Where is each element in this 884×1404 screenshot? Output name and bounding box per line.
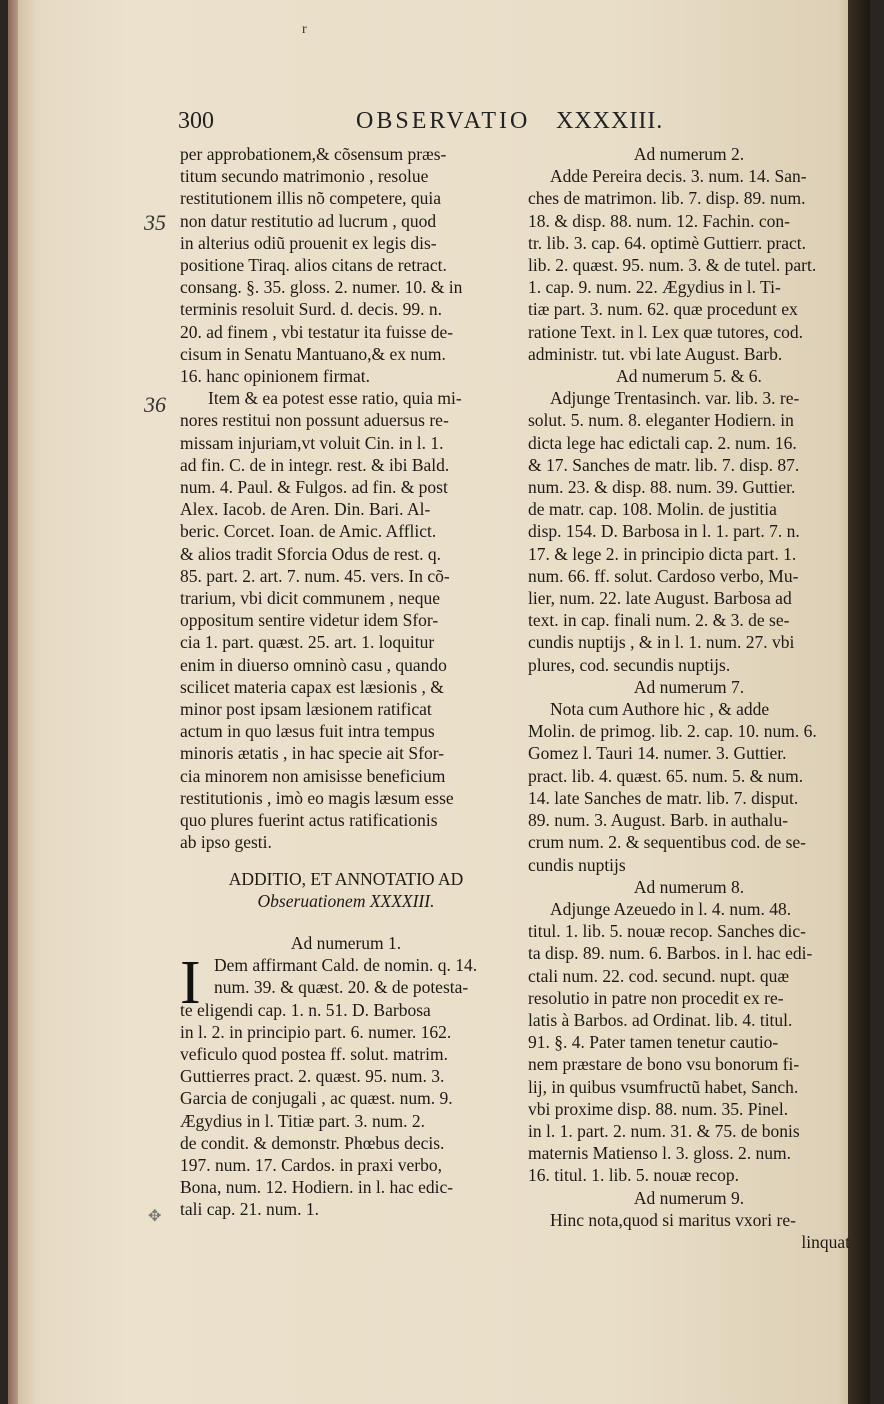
text-line: trarium, vbi dicit communem , neque xyxy=(180,588,441,609)
text-line: minor post ipsam læsionem ratificat xyxy=(180,699,432,720)
text-line: restitutionem illis nõ competere, quia xyxy=(180,188,441,209)
text-line: nores restitui non possunt aduersus re- xyxy=(180,410,449,431)
subheading: Ad numerum 2. xyxy=(633,144,745,164)
text-line: text. in cap. finali num. 2. & 3. de se- xyxy=(528,610,790,631)
addition-heading xyxy=(180,868,512,912)
subheading: Ad numerum 1. xyxy=(290,933,402,953)
text-line: minoris ætatis , in hac specie ait Sfor- xyxy=(180,743,445,764)
text-line: lij, in quibus vsumfructũ habet, Sanch. xyxy=(528,1076,799,1097)
subheading: Ad numerum 7. xyxy=(633,676,745,697)
text-line: num. 66. ff. solut. Cardoso verbo, Mu- xyxy=(528,565,799,586)
text-line: disp. 154. D. Barbosa in l. 1. part. 7. n. xyxy=(528,521,800,542)
text-line: in l. 1. part. 2. num. 31. & 75. de bonis xyxy=(528,1120,800,1141)
text-line: 89. num. 3. August. Barb. in authalu- xyxy=(528,810,789,831)
text-line: de matr. cap. 108. Molin. de justitia xyxy=(528,499,777,520)
text-line: tr. lib. 3. cap. 64. optimè Guttierr. pract. xyxy=(528,232,806,253)
text-line: num. 39. & quæst. 20. & de potesta- xyxy=(214,977,469,998)
text-line: te eligendi cap. 1. n. 51. D. Barbosa xyxy=(180,999,431,1020)
text-line: actum in quo læsus fuit intra tempus xyxy=(180,721,435,742)
text-line: in alterius odiũ prouenit ex legis dis- xyxy=(180,232,437,253)
text-line: ab ipso gesti. xyxy=(180,832,272,853)
text-line: Ægydius in l. Titiæ part. 3. num. 2. xyxy=(180,1110,426,1131)
text-line: ad fin. C. de in integr. rest. & ibi Bald. xyxy=(180,454,450,475)
text-line: lier, num. 22. late August. Barbosa ad xyxy=(528,588,792,609)
text-line: administr. tut. vbi late August. Barb. xyxy=(528,343,783,364)
text-line: 91. §. 4. Pater tamen tenetur cautio- xyxy=(528,1032,779,1053)
text-line: 16. hanc opinionem firmat. xyxy=(180,366,371,387)
text-line: Adde Pereira decis. 3. num. 14. San- xyxy=(550,166,807,187)
text-line: 1. cap. 9. num. 22. Ægydius in l. Ti- xyxy=(528,277,781,298)
text-line: pract. lib. 4. quæst. 65. num. 5. & num. xyxy=(528,765,804,786)
text-line: ta disp. 89. num. 6. Barbos. in l. hac edi- xyxy=(528,943,813,964)
text-line: quo plures fuerint actus ratificationis xyxy=(180,810,438,831)
running-title: OBSERVATIO xyxy=(356,108,531,134)
addition-heading-line1: ADDITIO, ET ANNOTATIO AD xyxy=(228,869,464,889)
text-line: linquat xyxy=(801,1231,850,1252)
text-line: Nota cum Authore hic , & adde xyxy=(550,699,770,720)
right-column-text xyxy=(528,143,850,1253)
text-line: solut. 5. num. 8. eleganter Hodiern. in xyxy=(528,410,794,431)
text-line: cundis nuptijs xyxy=(528,854,626,875)
text-line: terminis resoluit Surd. d. decis. 99. n. xyxy=(180,299,442,320)
text-line: oppositum sentire videtur idem Sfor- xyxy=(180,610,439,631)
text-line: tali cap. 21. num. 1. xyxy=(180,1199,320,1220)
text-line: Item & ea potest esse ratio, quia mi- xyxy=(208,388,462,409)
page-number: 300 xyxy=(178,108,214,134)
subheading: Ad numerum 8. xyxy=(633,876,745,897)
text-line: scilicet materia capax est læsionis , & xyxy=(180,676,444,697)
text-line: Gomez l. Tauri 14. numer. 3. Guttier. xyxy=(528,743,787,764)
book-page xyxy=(8,0,870,1404)
text-line: Alex. Iacob. de Aren. Din. Bari. Al- xyxy=(180,499,431,520)
text-line: 85. part. 2. art. 7. num. 45. vers. In cõ- xyxy=(180,565,450,586)
text-line: enim in diuerso omninò casu , quando xyxy=(180,654,447,675)
observation-number: XXXXIII. xyxy=(556,108,664,134)
left-bottom-text xyxy=(180,932,512,1221)
text-line: per approbationem,& cõsensum præs- xyxy=(180,144,447,164)
text-line: titum secundo matrimonio , resolue xyxy=(180,166,429,187)
text-line: num. 4. Paul. & Fulgos. ad fin. & post xyxy=(180,477,448,498)
running-header xyxy=(178,108,848,138)
addition-heading-line2: Obseruationem XXXXIII. xyxy=(257,891,435,911)
text-line: restitutionis , imò eo magis læsum esse xyxy=(180,787,454,808)
text-line: Bona, num. 12. Hodiern. in l. hac edic- xyxy=(180,1177,454,1198)
text-line: 16. titul. 1. lib. 5. nouæ recop. xyxy=(528,1165,739,1186)
margin-number: 36 xyxy=(144,392,166,417)
text-line: cia minorem non amisisse beneficium xyxy=(180,765,446,786)
text-line: vbi proxime disp. 88. num. 35. Pinel. xyxy=(528,1098,789,1119)
page-gutter-edge xyxy=(8,0,18,1404)
text-line: Hinc nota,quod si maritus vxori re- xyxy=(550,1209,796,1230)
text-line: num. 23. & disp. 88. num. 39. Guttier. xyxy=(528,477,796,498)
text-line: dicta lege hac edictali cap. 2. num. 16. xyxy=(528,432,797,453)
text-line: Guttierres pract. 2. quæst. 95. num. 3. xyxy=(180,1066,445,1087)
margin-stamp: ✥ xyxy=(148,1208,162,1225)
text-line: titul. 1. lib. 5. nouæ recop. Sanches dic- xyxy=(528,921,807,942)
text-line: Molin. de primog. lib. 2. cap. 10. num. 6. xyxy=(528,721,817,742)
text-line: ches de matrimon. lib. 7. disp. 89. num. xyxy=(528,188,806,209)
text-line: Adjunge Trentasinch. var. lib. 3. re- xyxy=(550,388,800,409)
text-line: cisum in Senatu Mantuano,& ex num. xyxy=(180,343,446,364)
text-line: crum num. 2. & sequentibus cod. de se- xyxy=(528,832,807,853)
text-line: 20. ad finem , vbi testatur ita fuisse de- xyxy=(180,321,454,342)
text-line: & alios tradit Sforcia Odus de rest. q. xyxy=(180,543,441,564)
text-line: plures, cod. secundis nuptijs. xyxy=(528,654,731,675)
text-line: Dem affirmant Cald. de nomin. q. 14. xyxy=(214,955,478,976)
drop-cap: I xyxy=(180,949,201,1017)
text-line: consang. §. 35. gloss. 2. numer. 10. & in xyxy=(180,277,463,298)
text-line: non datur restitutio ad lucrum , quod xyxy=(180,210,437,231)
text-line: cundis nuptijs , & in l. 1. num. 27. vbi xyxy=(528,632,795,653)
subheading: Ad numerum 9. xyxy=(633,1187,745,1208)
margin-number: 35 xyxy=(144,210,166,235)
text-line: 14. late Sanches de matr. lib. 7. disput. xyxy=(528,787,799,808)
text-line: veficulo quod postea ff. solut. matrim. xyxy=(180,1044,448,1065)
text-line: maternis Matienso l. 3. gloss. 2. num. xyxy=(528,1143,791,1164)
text-line: cia 1. part. quæst. 25. art. 1. loquitur xyxy=(180,632,435,653)
text-line: 197. num. 17. Cardos. in praxi verbo, xyxy=(180,1155,442,1176)
text-line: tiæ part. 3. num. 62. quæ procedunt ex xyxy=(528,299,798,320)
subheading: Ad numerum 5. & 6. xyxy=(616,366,762,387)
text-line: in l. 2. in principio part. 6. numer. 162. xyxy=(180,1021,452,1042)
text-line: nem præstare de bono vsu bonorum fi- xyxy=(528,1054,800,1075)
text-line: Garcia de conjugali , ac quæst. num. 9. xyxy=(180,1088,453,1109)
text-line: de condit. & demonstr. Phœbus decis. xyxy=(180,1132,445,1153)
text-line: 18. & disp. 88. num. 12. Fachin. con- xyxy=(528,210,790,231)
left-column-text xyxy=(180,143,512,854)
top-mark: r xyxy=(302,22,307,37)
text-line: positione Tiraq. alios citans de retract. xyxy=(180,255,447,276)
text-line: resolutio in patre non procedit ex re- xyxy=(528,987,784,1008)
text-line: lib. 2. quæst. 95. num. 3. & de tutel. part. xyxy=(528,255,817,276)
text-line: & 17. Sanches de matr. lib. 7. disp. 87. xyxy=(528,454,800,475)
text-line: missam injuriam,vt voluit Cin. in l. 1. xyxy=(180,432,444,453)
text-line: latis à Barbos. ad Ordinat. lib. 4. titul. xyxy=(528,1009,793,1030)
text-line: beric. Corcet. Ioan. de Amic. Afflict. xyxy=(180,521,437,542)
text-line: ratione Text. in l. Lex quæ tutores, cod. xyxy=(528,321,803,342)
book-fore-edge xyxy=(848,0,870,1404)
text-line: Adjunge Azeuedo in l. 4. num. 48. xyxy=(550,898,792,919)
text-line: 17. & lege 2. in principio dicta part. 1. xyxy=(528,543,797,564)
text-line: ctali num. 22. cod. secund. nupt. quæ xyxy=(528,965,790,986)
